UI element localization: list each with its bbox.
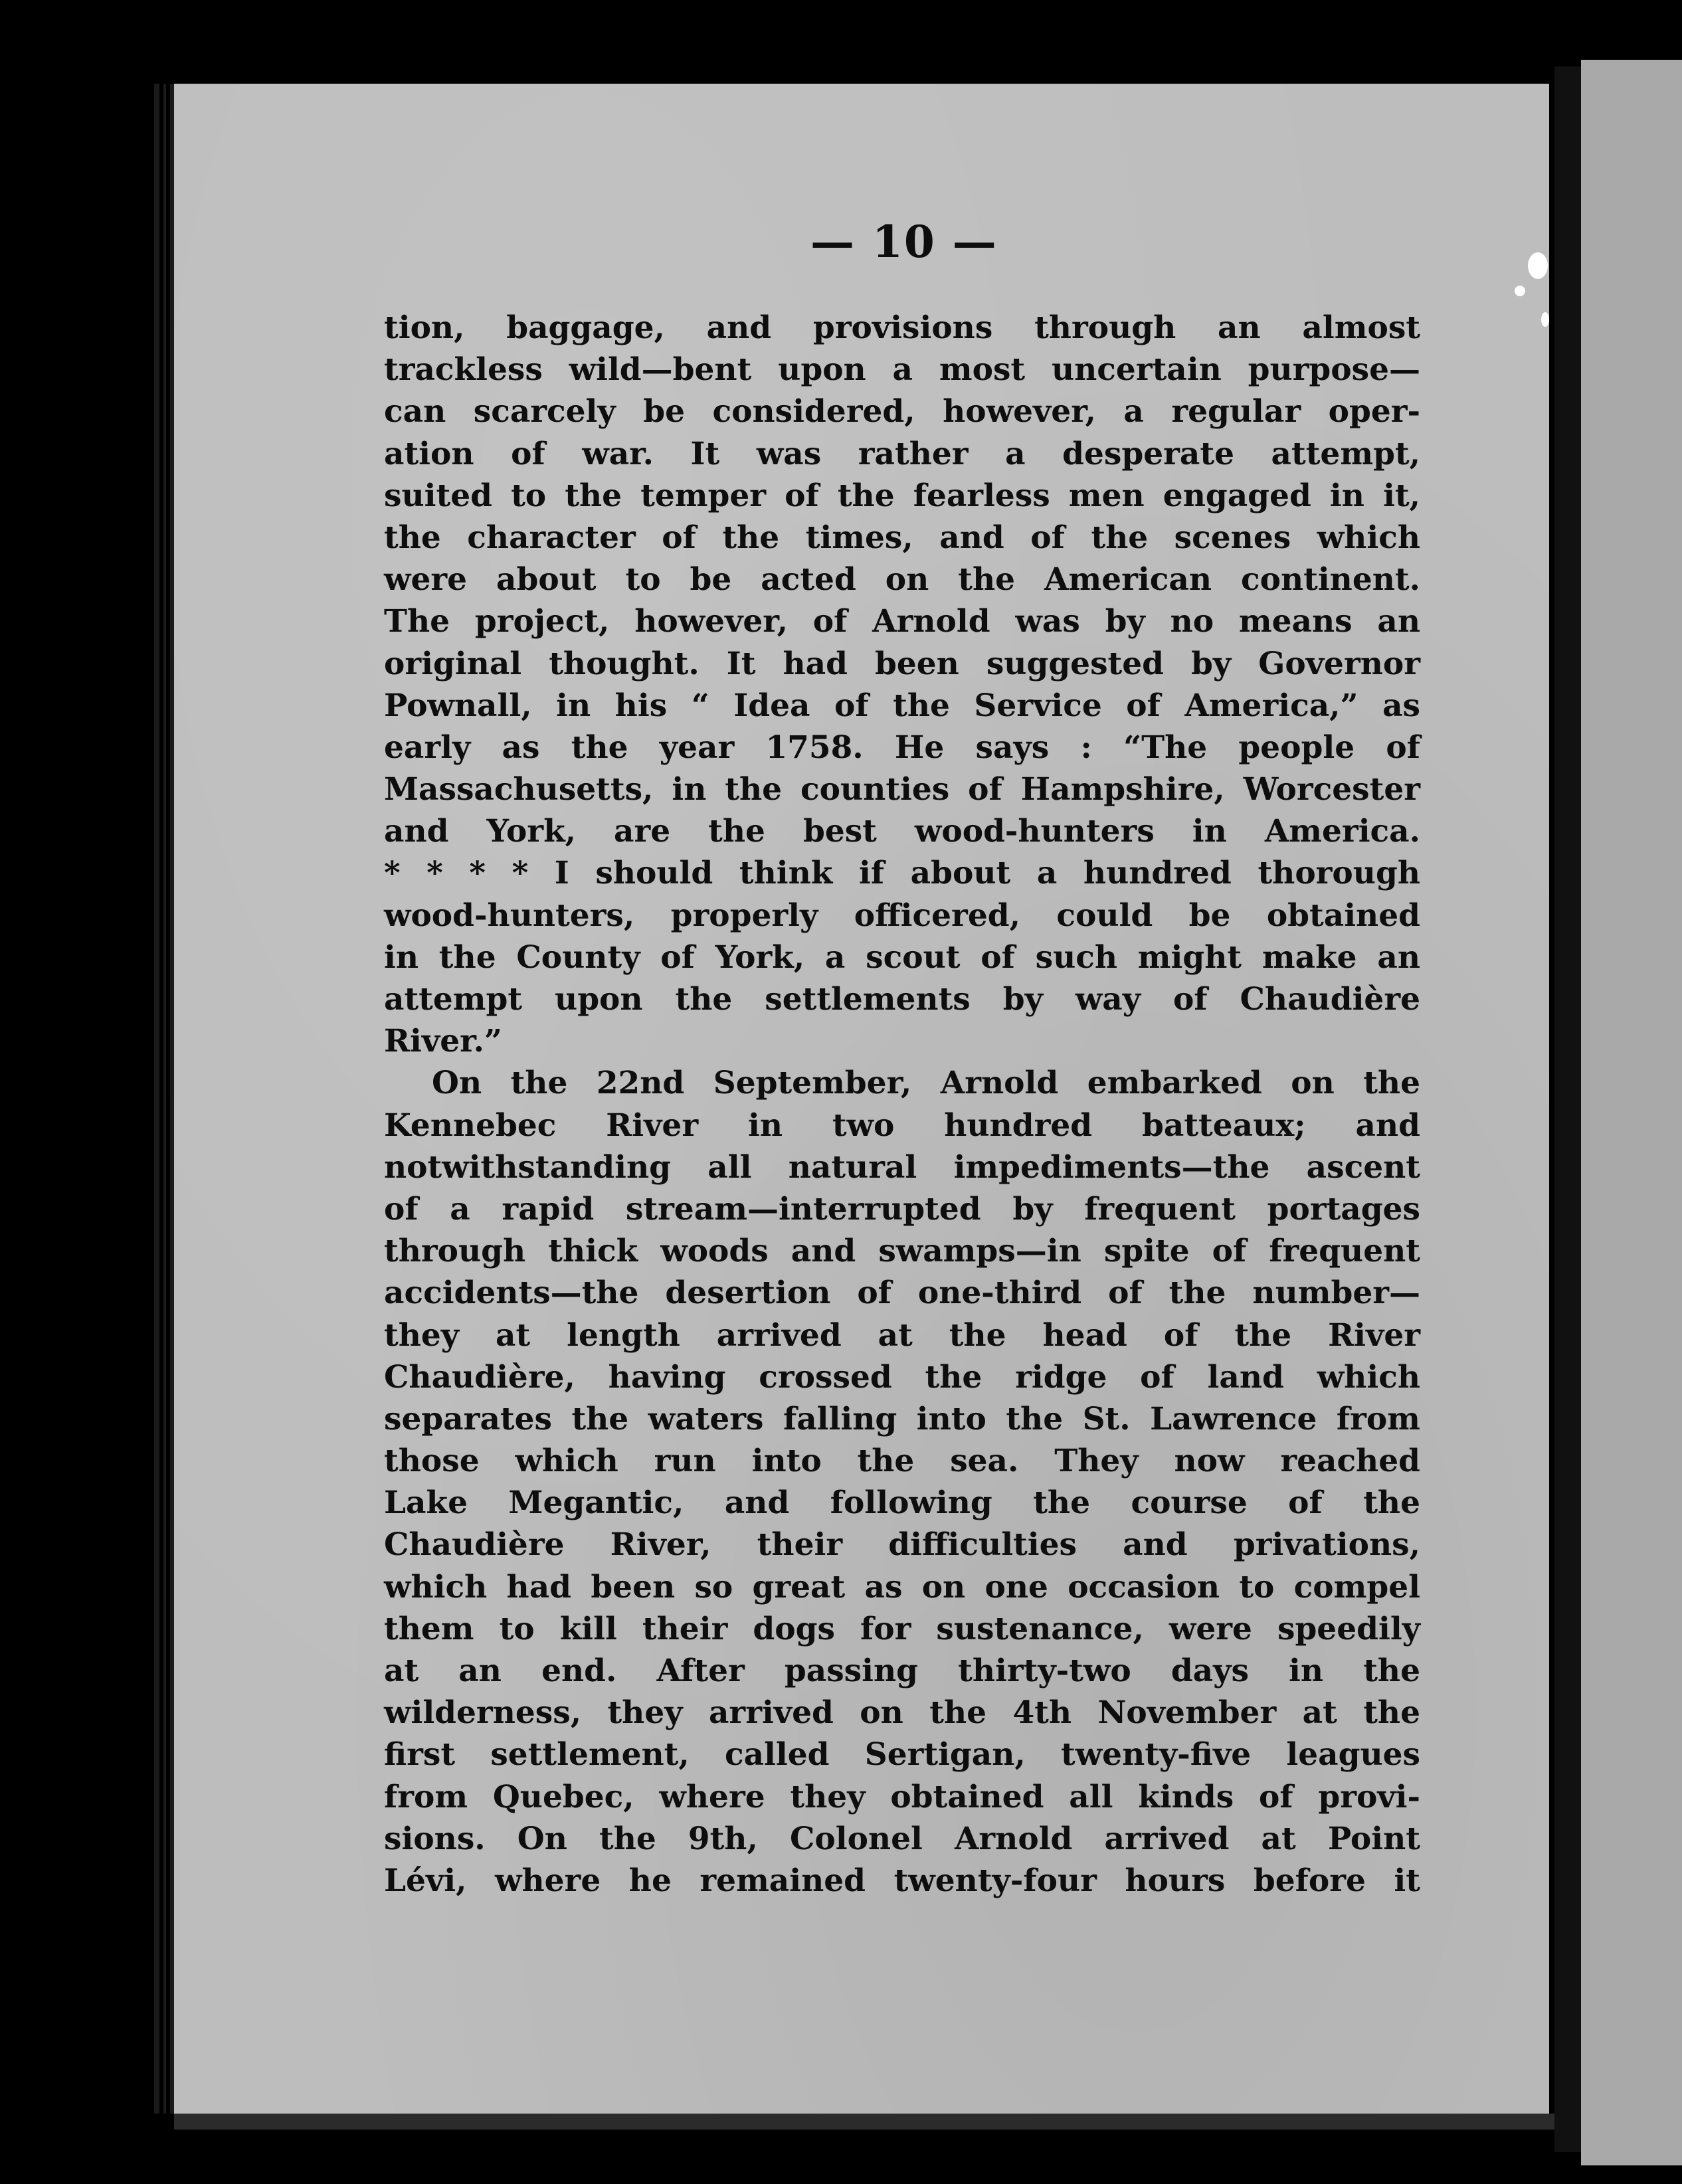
text-line: through thick woods and swamps—in spite of frequent bbox=[384, 1233, 1420, 1270]
text-line: Lake Megantic, and following the course of the bbox=[384, 1485, 1420, 1522]
text-line: River.” bbox=[384, 1023, 502, 1060]
binding-line bbox=[163, 84, 166, 2114]
text-line: suited to the temper of the fearless men engaged in it, bbox=[384, 477, 1420, 514]
binding-line bbox=[154, 84, 159, 2114]
text-line: those which run into the sea. They now reached bbox=[384, 1443, 1420, 1480]
text-line: The project, however, of Arnold was by no means an bbox=[384, 603, 1420, 640]
text-line: of a rapid stream—interrupted by frequent portages bbox=[384, 1190, 1420, 1228]
text-line: ation of war. It was rather a desperate attempt, bbox=[384, 435, 1420, 472]
text-line: in the County of York, a scout of such might make an bbox=[384, 939, 1420, 976]
scan-speck bbox=[1541, 312, 1549, 327]
page-gutter bbox=[1554, 66, 1581, 2152]
text-line: accidents—the desertion of one-third of the number— bbox=[384, 1275, 1420, 1312]
text-line: Chaudière, having crossed the ridge of land which bbox=[384, 1358, 1420, 1396]
text-line: Lévi, where he remained twenty-four hours before it bbox=[384, 1862, 1420, 1899]
text-line: early as the year 1758. He says : “The people of bbox=[384, 729, 1420, 766]
text-line: tion, baggage, and provisions through an almost bbox=[384, 310, 1420, 346]
text-line: * * * * I should think if about a hundred thorough bbox=[384, 855, 1420, 892]
text-line: which had been so great as on one occasion to compel bbox=[384, 1568, 1420, 1605]
text-line: original thought. It had been suggested by Governor bbox=[384, 645, 1420, 682]
text-line: Pownall, in his “ Idea of the Service of America,” as bbox=[384, 687, 1420, 724]
text-line: them to kill their dogs for sustenance, were speedily bbox=[384, 1610, 1420, 1647]
text-line: can scarcely be considered, however, a regular oper- bbox=[384, 393, 1420, 430]
text-line: separates the waters falling into the St. Lawrence from bbox=[384, 1400, 1420, 1437]
text-line: and York, are the best wood-hunters in America. bbox=[384, 813, 1420, 850]
text-line: the character of the times, and of the scenes which bbox=[384, 519, 1420, 556]
text-line: On the 22nd September, Arnold embarked on the bbox=[432, 1065, 1420, 1102]
text-line: at an end. After passing thirty-two days in the bbox=[384, 1653, 1420, 1689]
text-line: Kennebec River in two hundred batteaux; and bbox=[384, 1107, 1420, 1144]
text-line: first settlement, called Sertigan, twenty-five leagues bbox=[384, 1736, 1420, 1774]
text-line: wilderness, they arrived on the 4th November at the bbox=[384, 1694, 1420, 1732]
text-line: trackless wild—bent upon a most uncertain purpose— bbox=[384, 351, 1420, 389]
scan-speck bbox=[1528, 252, 1548, 279]
text-line: attempt upon the settlements by way of Chaudière bbox=[384, 981, 1420, 1018]
page-bottom-edge bbox=[174, 2114, 1554, 2130]
page-number: — 10 — bbox=[810, 216, 998, 268]
text-line: sions. On the 9th, Colonel Arnold arrived at Point bbox=[384, 1820, 1420, 1857]
scan-speck bbox=[1515, 286, 1525, 296]
text-line: Massachusetts, in the counties of Hampshire, Worcester bbox=[384, 771, 1420, 808]
text-line: were about to be acted on the American continent. bbox=[384, 561, 1420, 598]
text-line: wood-hunters, properly officered, could be obtained bbox=[384, 897, 1420, 934]
text-line: Chaudière River, their difficulties and privations, bbox=[384, 1526, 1420, 1564]
body-text bbox=[384, 307, 1420, 1902]
facing-page-edge bbox=[1581, 60, 1682, 2165]
text-line: notwithstanding all natural impediments—the ascent bbox=[384, 1148, 1420, 1186]
text-line: from Quebec, where they obtained all kinds of provi- bbox=[384, 1778, 1420, 1815]
text-line: they at length arrived at the head of the River bbox=[384, 1317, 1420, 1354]
